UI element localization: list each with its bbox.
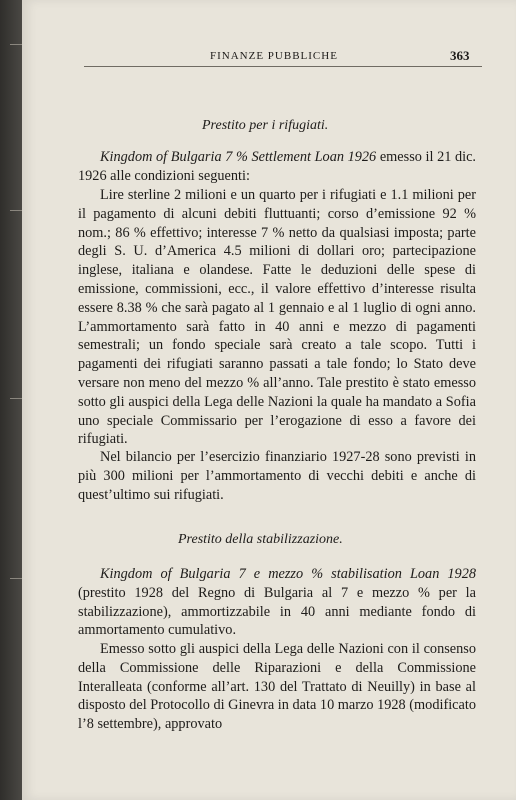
book-page bbox=[22, 0, 516, 800]
header-rule bbox=[84, 66, 482, 67]
loan-name: Kingdom of Bulgaria 7 % Settlement Loan 1926 bbox=[100, 149, 377, 165]
margin-mark bbox=[10, 398, 22, 399]
paragraph-text: emesso il 21 dic. 1926 alle condizioni seguenti: bbox=[78, 149, 477, 184]
page-number: 363 bbox=[450, 48, 470, 63]
section-title-stabilizzazione: Prestito della stabilizzazione. bbox=[178, 532, 343, 547]
paragraph-emesso bbox=[78, 640, 476, 734]
paragraph-text: (prestito 1928 del Regno di Bulgaria al 7 e mezzo % per la stabilizzazione), ammortizzabile in 40 anni mediante fondo di ammortamento cumulativo. bbox=[78, 584, 476, 639]
running-title: FINANZE PUBBLICHE bbox=[210, 50, 338, 62]
paragraph-text: Lire sterline 2 milioni e un quarto per i rifugiati e 1.1 milioni per il pagamento di alcuni debiti fluttuanti; corso d’emissione 92 % nom.; 86 % effettivo; interesse 7 % netto da qualsiasi imposta; parte degli S. U. d’America 4.5 milioni di dollari oro; partecipazione inglese, italiana e olandese. Fatte le deduzioni delle spese di emissione, commissioni, ecc., il valore effettivo d’interesse risulta essere 8.38 % che sarà pagato al 1 gennaio e al 1 luglio di ogni anno. L’ammortamento sarà fatto in 40 anni e mezzo di pagamenti semestrali; un fondo speciale sarà creato a tale scopo. Tutti i pagamenti dei rifugiati saranno passati a tale fondo; lo Stato deve versare non meno del mezzo % all’anno. Tale prestito è stato emesso sotto gli auspici della Lega delle Nazioni la quale ha mandato a Sofia uno speciale Commissario per l’erogazione di esso a favore dei rifugiati. bbox=[78, 187, 476, 448]
paragraph-bilancio bbox=[78, 448, 476, 504]
margin-mark bbox=[10, 578, 22, 579]
paragraph-loan-1926 bbox=[78, 148, 476, 186]
paragraph-loan-1928 bbox=[78, 565, 476, 640]
section-title-rifugiati: Prestito per i rifugiati. bbox=[202, 118, 329, 133]
binding-margin bbox=[0, 0, 22, 800]
margin-mark bbox=[10, 210, 22, 211]
paragraph-text: Emesso sotto gli auspici della Lega delle Nazioni con il consenso della Commissione delle Riparazioni e della Commissione Interalleata (conforme all’art. 130 del Trattato di Neuilly) in base al disposto del Protocollo di Ginevra in data 10 marzo 1928 (modificato l’8 settembre), approvato bbox=[78, 641, 476, 733]
paragraph-text: Nel bilancio per l’esercizio finanziario 1927-28 sono previsti in più 300 milioni per l’ammortamento di vecchi debiti e anche di quest’ultimo sui rifugiati. bbox=[78, 449, 476, 503]
margin-mark bbox=[10, 44, 22, 45]
loan-name: Kingdom of Bulgaria 7 e mezzo % stabilisation Loan 1928 bbox=[100, 566, 476, 582]
paragraph-conditions bbox=[78, 186, 476, 449]
